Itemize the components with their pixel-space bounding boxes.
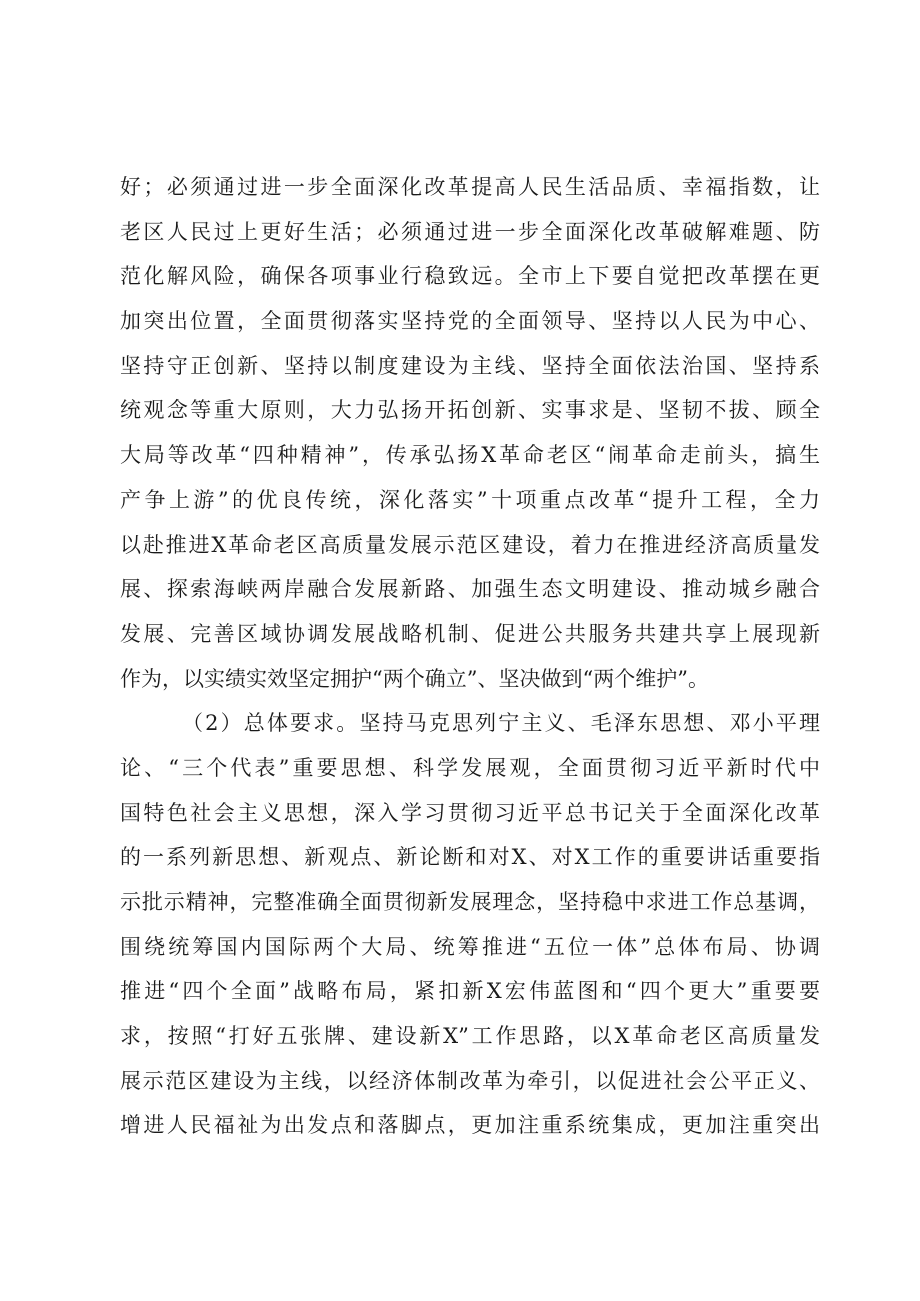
text-line: 求，按照“打好五张牌、建设新X”工作思路，以X革命老区高质量发 bbox=[120, 1024, 820, 1049]
text-line: 加突出位置，全面贯彻落实坚持党的全面领导、坚持以人民为中心、 bbox=[120, 309, 820, 334]
text-line: 增进人民福祉为出发点和落脚点，更加注重系统集成，更加注重突出 bbox=[120, 1113, 820, 1138]
text-line: 好；必须通过进一步全面深化改革提高人民生活品质、幸福指数，让 bbox=[120, 175, 820, 199]
text-line: 论、“三个代表”重要思想、科学发展观，全面贯彻习近平新时代中 bbox=[120, 755, 820, 780]
text-line: 推进“四个全面”战略布局，紧扣新X宏伟蓝图和“四个更大”重要要 bbox=[120, 979, 820, 1004]
text-line: 范化解风险，确保各项事业行稳致远。全市上下要自觉把改革摆在更 bbox=[120, 264, 820, 289]
text-line: 国特色社会主义思想，深入学习贯彻习近平总书记关于全面深化改革 bbox=[120, 800, 820, 825]
text-line: 产争上游”的优良传统，深化落实”十项重点改革“提升工程，全力 bbox=[120, 487, 820, 512]
text-line: 围绕统筹国内国际两个大局、统筹推进“五位一体”总体布局、协调 bbox=[120, 934, 820, 959]
text-line: 展、探索海峡两岸融合发展新路、加强生态文明建设、推动城乡融合 bbox=[120, 577, 820, 602]
text-line: 坚持守正创新、坚持以制度建设为主线、坚持全面依法治国、坚持系 bbox=[120, 353, 820, 378]
text-line: 大局等改革“四种精神”，传承弘扬X革命老区“闹革命走前头，搞生 bbox=[120, 443, 820, 468]
paragraph-end-line: 作为，以实绩实效坚定拥护“两个确立”、坚决做到“两个维护”。 bbox=[120, 666, 709, 691]
text-line: 的一系列新思想、新观点、新论断和对X、对X工作的重要讲话重要指 bbox=[120, 845, 820, 870]
text-line: 以赴推进X革命老区高质量发展示范区建设，着力在推进经济高质量发 bbox=[120, 532, 820, 557]
text-line: 统观念等重大原则，大力弘扬开拓创新、实事求是、坚韧不拔、顾全 bbox=[120, 398, 820, 423]
text-line: 展示范区建设为主线，以经济体制改革为牵引，以促进社会公平正义、 bbox=[120, 1068, 820, 1093]
text-line: 发展、完善区域协调发展战略机制、促进公共服务共建共享上展现新 bbox=[120, 621, 820, 646]
body-text bbox=[120, 165, 820, 1148]
text-line: 示批示精神，完整准确全面贯彻新发展理念，坚持稳中求进工作总基调， bbox=[120, 890, 820, 914]
text-line: 老区人民过上更好生活；必须通过进一步全面深化改革破解难题、防 bbox=[120, 219, 820, 244]
section-heading-line: （2）总体要求。坚持马克思列宁主义、毛泽东思想、邓小平理 bbox=[182, 711, 820, 736]
